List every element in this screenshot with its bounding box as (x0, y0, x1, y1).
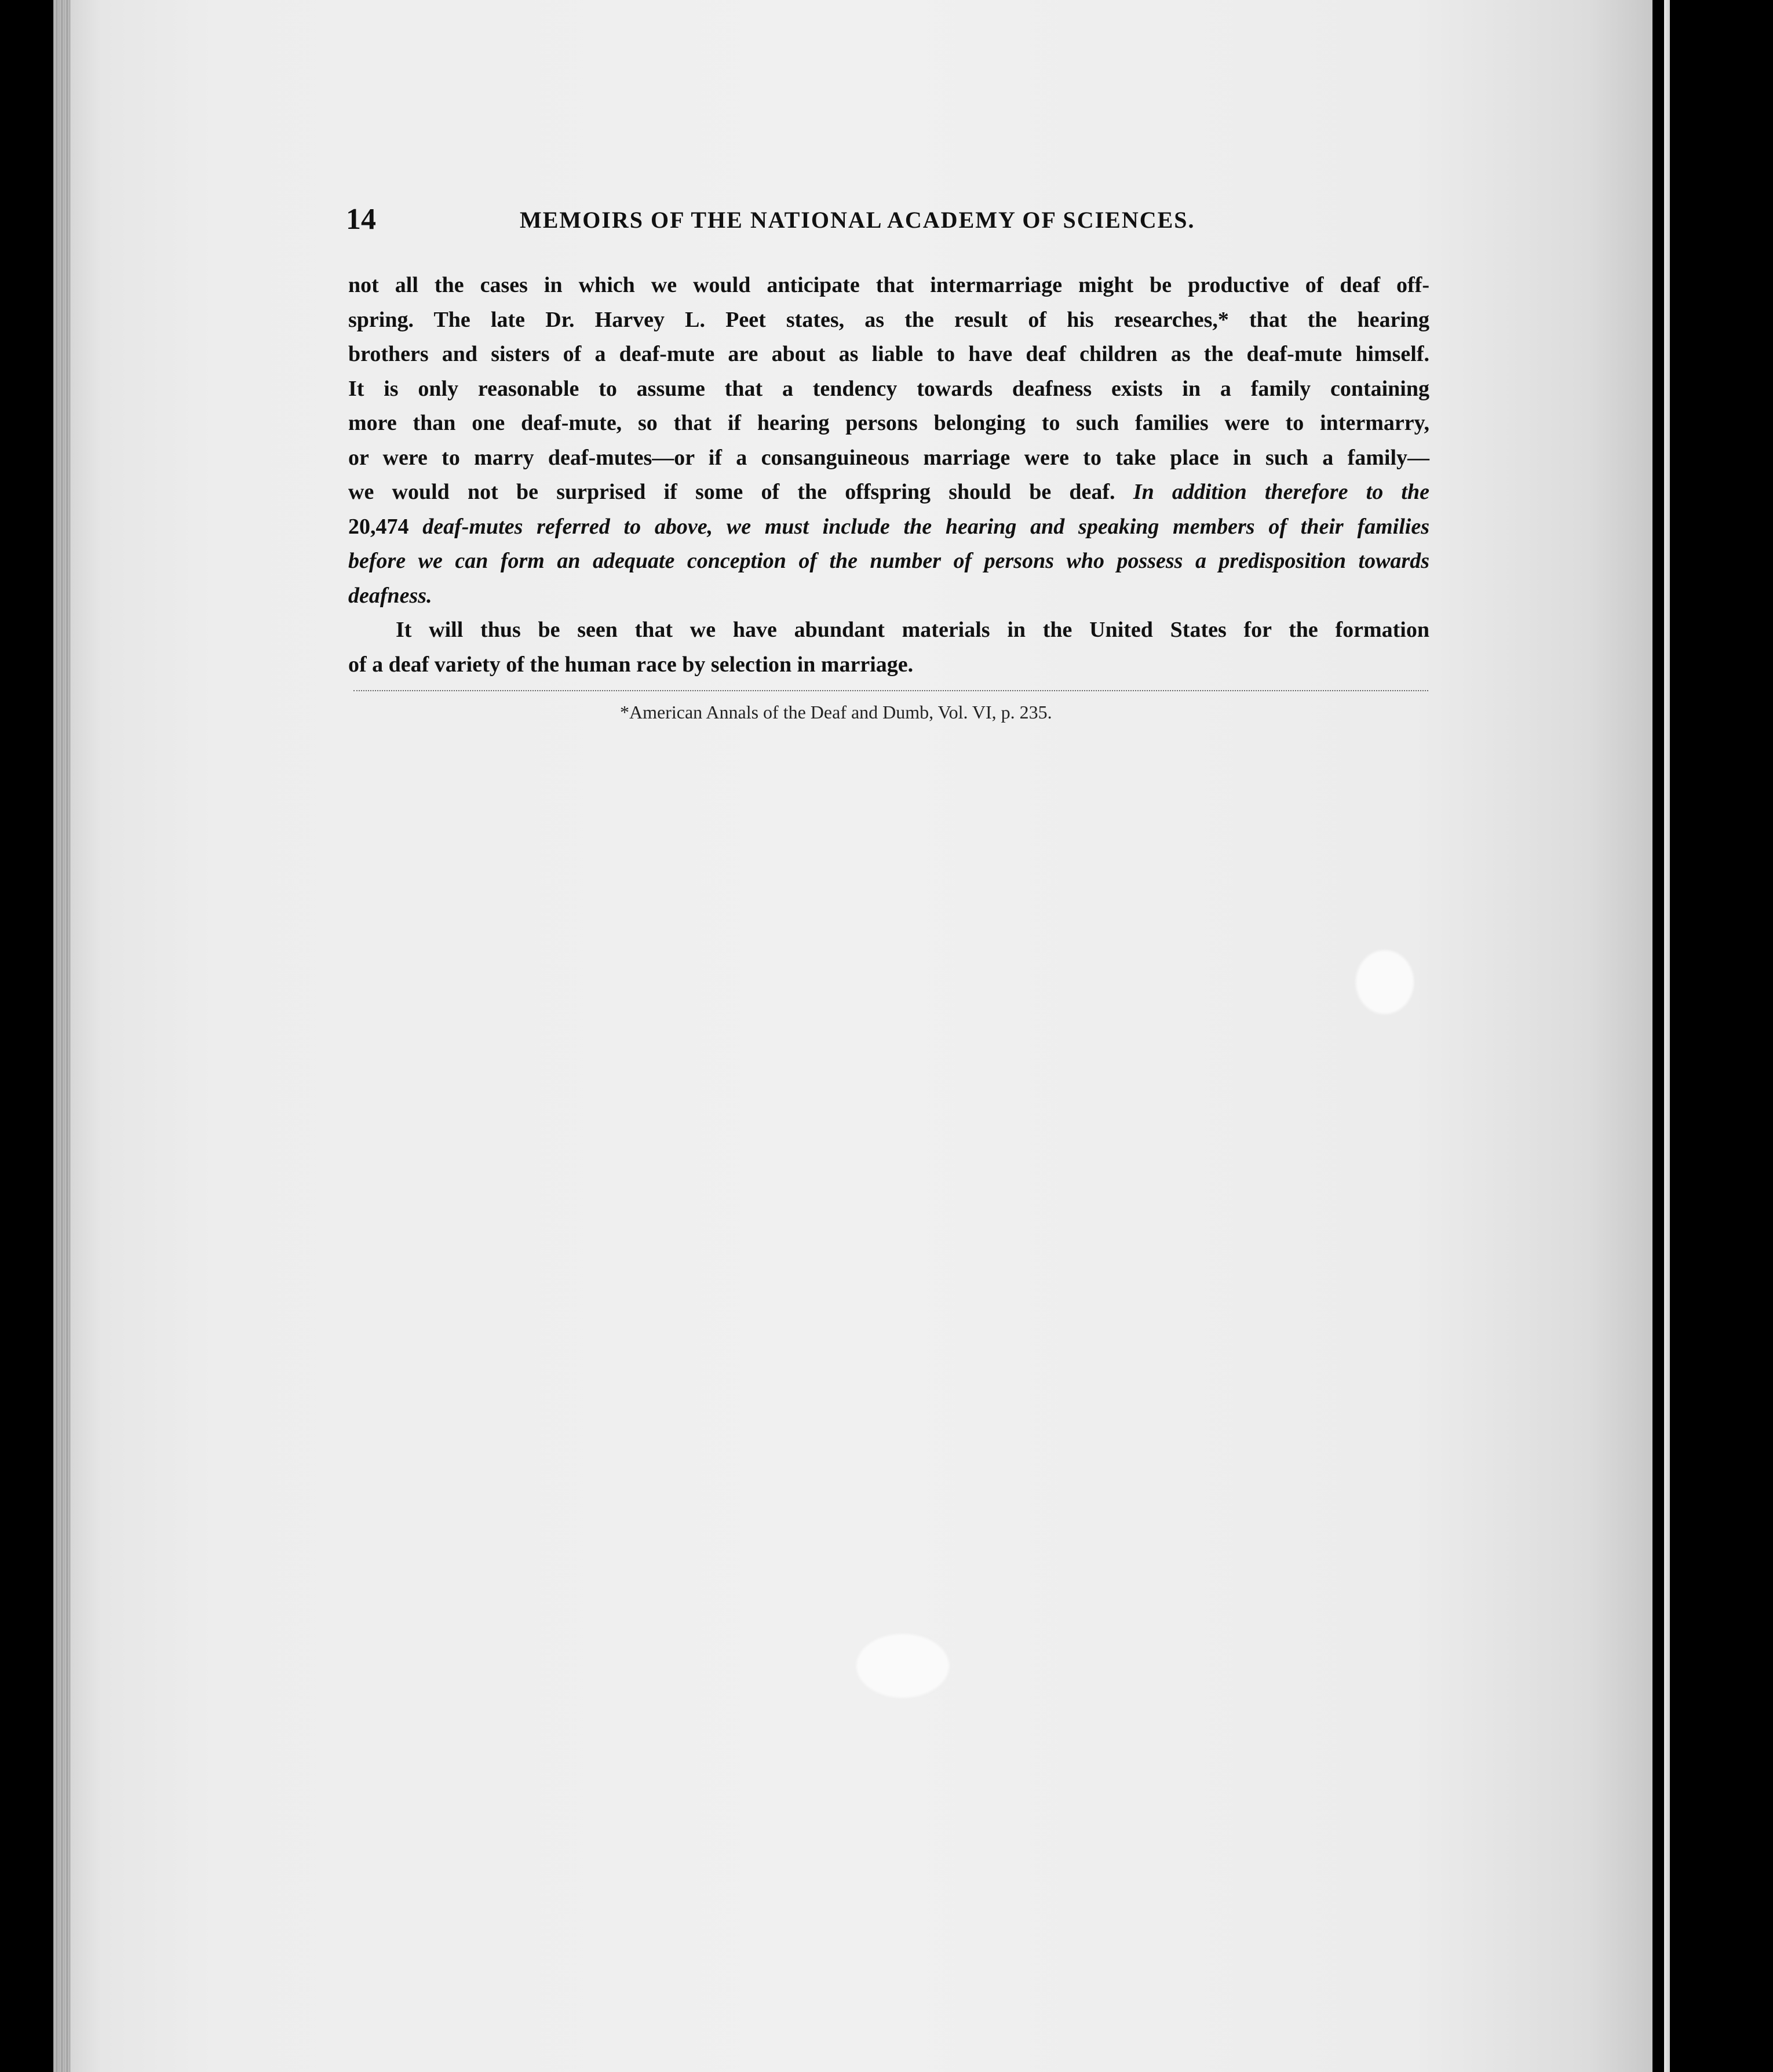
text-line: spring. The late Dr. Harvey L. Peet states, as the result of his researches,* that the hearing (348, 307, 1429, 332)
text-roman: we would not be surprised if some of the offspring should be deaf. (348, 480, 1115, 504)
text-line: before we can form an adequate conception of the number of persons who possess a predisposition towards (348, 549, 1429, 573)
footnote-rule (353, 690, 1428, 691)
text-italic: deaf-mutes referred to above, we must include the hearing and speaking members of their families (422, 514, 1430, 539)
text-italic: In addition therefore to the (1133, 480, 1429, 504)
running-head (346, 199, 1428, 240)
text-line: not all the cases in which we would anticipate that intermarriage might be productive of deaf off- (348, 273, 1429, 297)
text-line: It will thus be seen that we have abundant materials in the United States for the formation (396, 618, 1429, 642)
running-head-title: MEMOIRS OF THE NATIONAL ACADEMY OF SCIENCES. (520, 207, 1195, 233)
text-line: deafness. (348, 583, 432, 608)
paragraph (348, 268, 1429, 613)
text-line (348, 475, 1429, 510)
text-line: brothers and sisters of a deaf-mute are about as liable to have deaf children as the deaf-mute himself. (348, 342, 1429, 366)
page-number: 14 (346, 203, 376, 236)
body-text (348, 268, 1429, 682)
paragraph (348, 613, 1429, 682)
text-line: It is only reasonable to assume that a tendency towards deafness exists in a family containing (348, 376, 1429, 401)
paper-blemish (856, 1634, 949, 1698)
right-scan-border (1670, 0, 1773, 2072)
footnote: *American Annals of the Deaf and Dumb, Vol. VI, p. 235. (620, 702, 1052, 723)
text-line (348, 510, 1429, 545)
text-line: or were to marry deaf-mutes—or if a consanguineous marriage were to take place in such a family— (348, 445, 1429, 470)
paper-blemish (1356, 950, 1414, 1014)
text-line: more than one deaf-mute, so that if hearing persons belonging to such families were to intermarry, (348, 411, 1429, 435)
text-roman: 20,474 (348, 514, 409, 539)
binding-marks (57, 267, 92, 591)
text-line: of a deaf variety of the human race by selection in marriage. (348, 652, 914, 677)
